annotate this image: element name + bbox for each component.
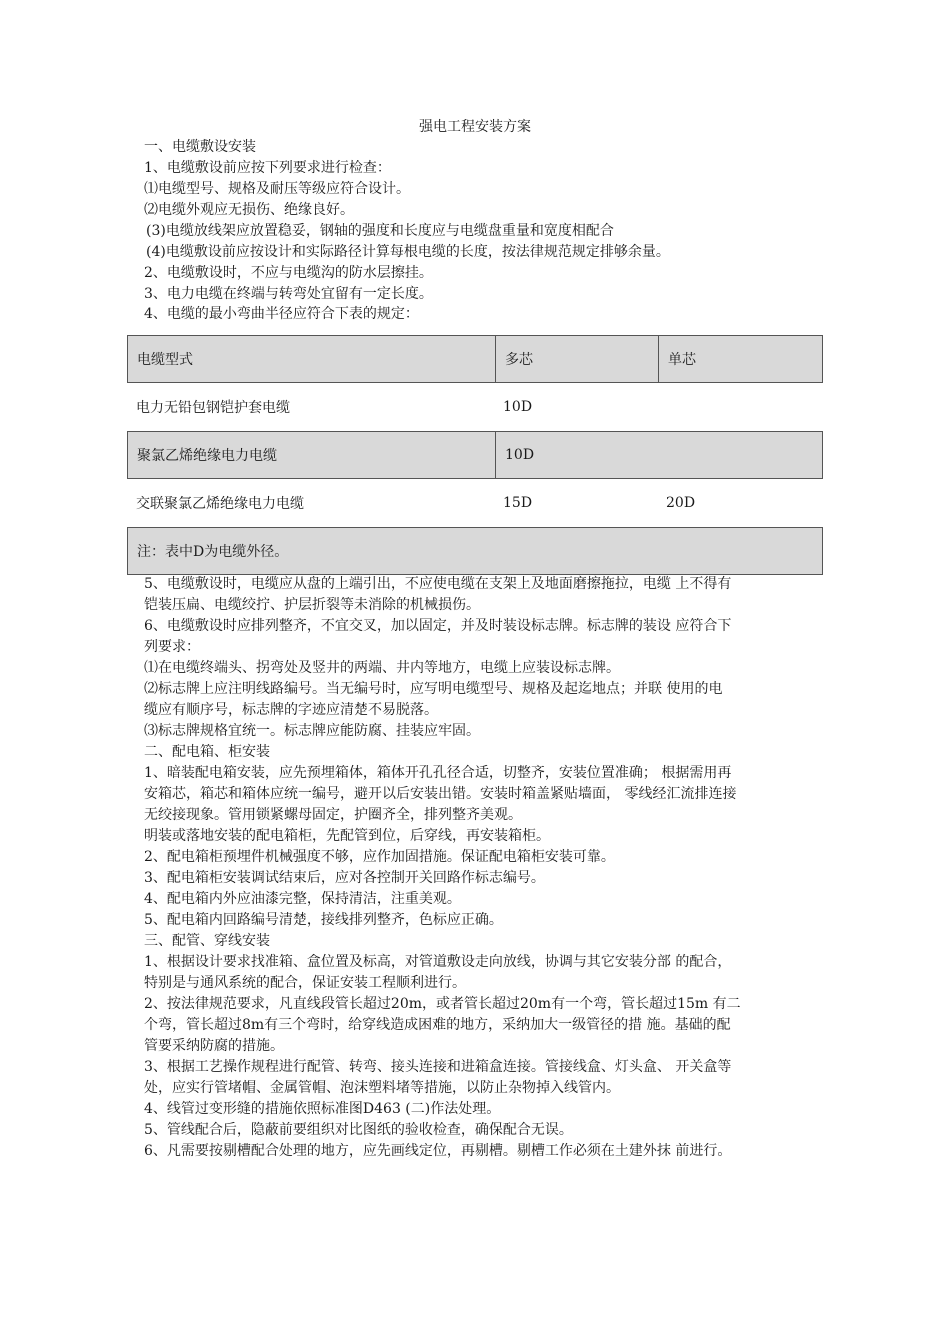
paragraph: 2、按法律规范要求，凡直线段管长超过20m，或者管长超过20m有一个弯，管长超过15m 有二 — [144, 996, 741, 1012]
section-heading: 二、配电箱、柜安装 — [144, 744, 270, 760]
table-row — [127, 383, 823, 431]
paragraph: 5、电缆敷设时，电缆应从盘的上端引出，不应使电缆在支架上及地面磨擦拖拉，电缆 上不得有 — [144, 576, 732, 592]
paragraph: 6、电缆敷设时应排列整齐，不宜交叉，加以固定，并及时装设标志牌。标志牌的装设 应符合下 — [144, 618, 732, 634]
table-row — [127, 479, 823, 527]
table-cell: 20D — [666, 495, 696, 511]
table-cell — [657, 383, 823, 431]
paragraph: (4)电缆敷设前应按设计和实际路径计算每根电缆的长度，按法律规范规定排够余量。 — [146, 244, 670, 260]
section-heading: 三、配管、穿线安装 — [144, 933, 270, 949]
paragraph: 1、电缆敷设前应按下列要求进行检查： — [144, 160, 391, 176]
table-cell — [658, 432, 824, 478]
section-body — [144, 574, 834, 1162]
paragraph: ⑵电缆外观应无损伤、绝缘良好。 — [144, 202, 354, 218]
paragraph: 无绞接现象。管用锁紧螺母固定，护圈齐全，排列整齐美观。 — [144, 807, 522, 823]
paragraph: 2、电缆敷设时，不应与电缆沟的防水层擦挂。 — [144, 265, 433, 281]
paragraph: ⑴电缆型号、规格及耐压等级应符合设计。 — [144, 181, 410, 197]
paragraph: 明装或落地安装的配电箱柜，先配管到位，后穿线，再安装箱柜。 — [144, 828, 550, 844]
section-heading: 一、电缆敷设安装 — [144, 139, 256, 155]
bend-radius-table — [127, 335, 823, 575]
paragraph: 缆应有顺序号，标志牌的字迹应清楚不易脱落。 — [144, 702, 438, 718]
paragraph: 3、根据工艺操作规程进行配管、转弯、接头连接和进箱盒连接。管接线盒、灯头盒、 开关盒等 — [144, 1059, 732, 1075]
table-cell: 10D — [503, 399, 533, 415]
table-cell: 15D — [503, 495, 533, 511]
table-row — [127, 431, 823, 479]
paragraph: 3、电力电缆在终端与转弯处宜留有一定长度。 — [144, 286, 433, 302]
table-header-cell: 电缆型式 — [137, 352, 193, 368]
table-note-row — [127, 527, 823, 575]
paragraph: ⑴在电缆终端头、拐弯处及竖井的两端、井内等地方，电缆上应装设标志牌。 — [144, 660, 620, 676]
paragraph: 6、凡需要按剔槽配合处理的地方，应先画线定位，再剔槽。剔槽工作必须在土建外抹 前进行。 — [144, 1143, 732, 1159]
paragraph: (3)电缆放线架应放置稳妥，钢轴的强度和长度应与电缆盘重量和宽度相配合 — [146, 223, 614, 239]
paragraph: 4、电缆的最小弯曲半径应符合下表的规定： — [144, 306, 419, 322]
paragraph: 铠装压扁、电缆绞拧、护层折裂等未消除的机械损伤。 — [144, 597, 480, 613]
paragraph: 2、配电箱柜预埋件机械强度不够，应作加固措施。保证配电箱柜安装可靠。 — [144, 849, 615, 865]
table-cell: 10D — [495, 432, 658, 478]
table-header-cell: 多芯 — [495, 336, 658, 382]
table-header-row — [127, 335, 823, 383]
paragraph: 列要求： — [144, 639, 200, 655]
paragraph: 处，应实行管堵帽、金属管帽、泡沫塑料堵等措施，以防止杂物掉入线管内。 — [144, 1080, 620, 1096]
table-cell: 交联聚氯乙烯绝缘电力电缆 — [136, 496, 304, 512]
paragraph: 3、配电箱柜安装调试结束后，应对各控制开关回路作标志编号。 — [144, 870, 545, 886]
paragraph: 4、线管过变形缝的措施依照标准图D463 (二)作法处理。 — [144, 1101, 501, 1117]
paragraph: 5、配电箱内回路编号清楚，接线排列整齐，色标应正确。 — [144, 912, 503, 928]
table-cell: 电力无铅包钢铠护套电缆 — [136, 400, 290, 416]
section-cable-intro — [144, 137, 834, 323]
paragraph: 5、管线配合后，隐蔽前要组织对比图纸的验收检查，确保配合无误。 — [144, 1122, 573, 1138]
paragraph: 特别是与通风系统的配合，保证安装工程顺利进行。 — [144, 975, 466, 991]
paragraph: 管要采纳防腐的措施。 — [144, 1038, 284, 1054]
table-header-cell: 单芯 — [658, 336, 824, 382]
paragraph: 1、根据设计要求找准箱、盒位置及标高，对管道敷设走向放线，协调与其它安装分部 的配合， — [144, 954, 732, 970]
table-cell: 聚氯乙烯绝缘电力电缆 — [137, 448, 277, 464]
paragraph: ⑵标志牌上应注明线路编号。当无编号时，应写明电缆型号、规格及起迄地点；并联 使用的电 — [144, 681, 723, 697]
document-title: 强电工程安装方案 — [419, 119, 531, 135]
paragraph: ⑶标志牌规格宜统一。标志牌应能防腐、挂装应牢固。 — [144, 723, 480, 739]
paragraph: 4、配电箱内外应油漆完整，保持清洁，注重美观。 — [144, 891, 461, 907]
paragraph: 安箱芯，箱芯和箱体应统一编号，避开以后安装出错。安装时箱盖紧贴墙面， 零线经汇流排连接 — [144, 786, 737, 802]
table-note: 注：表中D为电缆外径。 — [137, 544, 289, 560]
paragraph: 1、暗装配电箱安装，应先预埋箱体，箱体开孔孔径合适，切整齐，安装位置准确； 根据需用再 — [144, 765, 732, 781]
paragraph: 个弯，管长超过8m有三个弯时，给穿线造成困难的地方，采纳加大一级管径的措 施。基础的配 — [144, 1017, 731, 1033]
